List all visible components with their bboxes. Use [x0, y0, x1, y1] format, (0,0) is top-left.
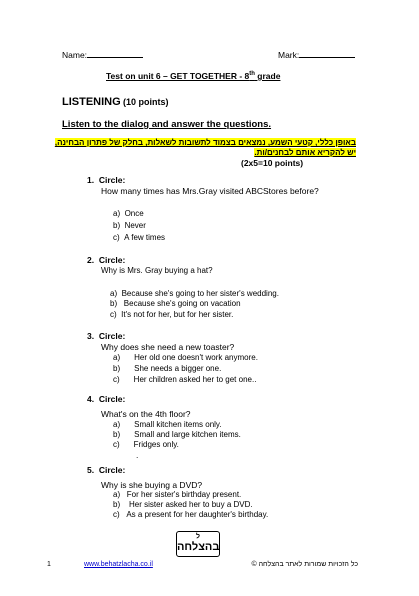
question-5-text: Why is she buying a DVD?	[101, 480, 203, 490]
name-field	[62, 49, 143, 60]
question-5-header: 5. Circle:	[87, 465, 126, 475]
score-note: (2x5=10 points)	[241, 158, 304, 168]
question-4-option-a[interactable]: a) Small kitchen items only.	[113, 420, 222, 429]
question-3-option-b[interactable]: b) She needs a bigger one.	[113, 364, 222, 373]
hebrew-instruction-line-1: באופן כללי, קטעי השמע, נמצאים בצמוד לתשובות לשאלות, בחלק של פתרון הבחינה,	[54, 138, 356, 147]
mark-field	[278, 49, 355, 60]
behatzlacha-logo: ל בהצלחה	[176, 531, 220, 557]
question-2-option-a[interactable]: a) Because she's going to her sister's wedding.	[110, 289, 279, 298]
question-3-text: Why does she need a new toaster?	[101, 342, 235, 352]
question-5-option-a[interactable]: a) For her sister's birthday present.	[113, 490, 242, 499]
question-5-option-c[interactable]: c) As a present for her daughter's birthday.	[113, 510, 269, 519]
question-2-option-c[interactable]: c) It's not for her, but for her sister.	[110, 310, 234, 319]
question-1-option-c[interactable]: c) A few times	[113, 233, 166, 242]
question-1-option-a[interactable]: a) Once	[113, 209, 144, 218]
website-link[interactable]: www.behatzlacha.co.il	[84, 561, 153, 568]
question-1	[87, 175, 125, 185]
instruction: Listen to the dialog and answer the questions.	[62, 119, 272, 130]
title-superscript: th	[249, 71, 255, 78]
question-3-option-c[interactable]: c) Her children asked her to get one..	[113, 375, 257, 384]
mark-blank[interactable]	[299, 49, 355, 58]
question-3-option-a[interactable]: a) Her old one doesn't work anymore.	[113, 353, 258, 362]
question-4-text: What's on the 4th floor?	[101, 409, 191, 419]
page-number: 1	[47, 561, 51, 568]
question-4-option-c[interactable]: c) Fridges only.	[113, 440, 179, 449]
question-1-text: How many times has Mrs.Gray visited ABCStores before?	[101, 186, 319, 196]
test-title: Test on unit 6 – GET TOGETHER - 8th grade	[106, 71, 281, 81]
hebrew-instruction-line-2: יש להקריא אותם לבחנים/ות.	[254, 148, 356, 157]
question-1-option-b[interactable]: b) Never	[113, 221, 146, 230]
question-5-option-b[interactable]: b) Her sister asked her to buy a DVD.	[113, 500, 253, 509]
question-2-header: 2. Circle:	[87, 255, 126, 265]
section-title: LISTENING	[62, 96, 121, 108]
section-heading	[62, 96, 169, 108]
name-label: Name:	[62, 50, 88, 60]
question-2-text: Why is Mrs. Gray buying a hat?	[101, 266, 213, 275]
question-4-header: 4. Circle:	[87, 394, 126, 404]
question-1-header: 1. Circle:	[87, 175, 126, 185]
name-blank[interactable]	[87, 49, 143, 58]
question-3-header: 3. Circle:	[87, 331, 126, 341]
question-4-trailing-dot: .	[136, 450, 139, 460]
question-2-option-b[interactable]: b) Because she's going on vacation	[110, 299, 241, 308]
question-4-option-b[interactable]: b) Small and large kitchen items.	[113, 430, 241, 439]
section-points: (10 points)	[123, 97, 169, 107]
copyright-notice: כל הזכויות שמורות לאתר בהצלחה ©	[251, 561, 358, 568]
mark-label: Mark:	[278, 50, 300, 60]
